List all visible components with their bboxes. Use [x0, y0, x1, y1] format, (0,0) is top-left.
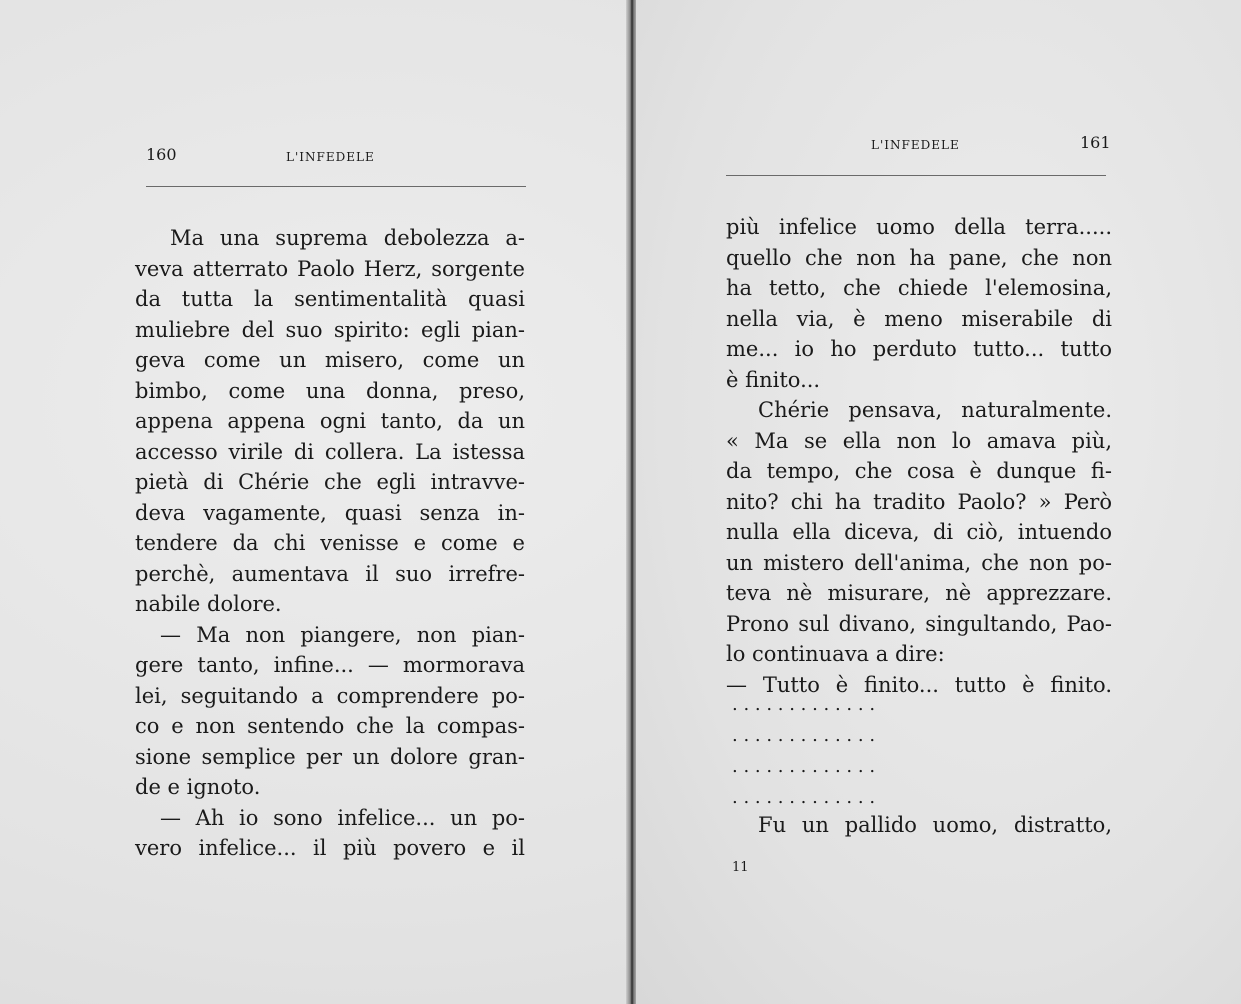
text-line: deva vagamente, quasi senza in- [135, 500, 525, 525]
text-line: nulla ella diceva, di ciò, intuendo [726, 520, 1112, 544]
left-header-rule [146, 186, 526, 187]
text-line: gere tanto, infine... — mormorava [135, 653, 525, 677]
text-line: vero infelice... il più povero e il [135, 836, 525, 860]
right-page-number: 161 [1080, 133, 1111, 152]
text-line: quello che non ha pane, che non [726, 245, 1112, 270]
text-line: Fu un pallido uomo, distratto, [758, 813, 1112, 837]
text-line: nito? chi ha tradito Paolo? » Però [726, 489, 1112, 514]
text-line: da tempo, che cosa è dunque fi- [726, 459, 1112, 483]
text-line: tendere da chi venisse e come e [135, 531, 525, 555]
text-line: sione semplice per un dolore gran- [135, 744, 525, 769]
text-line: — Ma non piangere, non pian- [160, 622, 525, 647]
right-header-rule [726, 175, 1106, 176]
left-page-number: 160 [146, 145, 177, 164]
text-line: muliebre del suo spirito: egli pian- [135, 317, 525, 342]
text-line: — Ah io sono infelice... un po- [160, 805, 525, 830]
text-line: « Ma se ella non lo amava più, [726, 428, 1112, 453]
text-line: perchè, aumentava il suo irrefre- [135, 561, 525, 586]
text-line: Ma una suprema debolezza a- [170, 226, 525, 250]
text-line: lei, seguitando a comprendere po- [135, 683, 525, 708]
right-running-title: L'INFEDELE [871, 138, 960, 152]
signature-mark: 11 [732, 860, 749, 875]
dot-row: . . . . . . . . . . . . . [732, 725, 876, 746]
closing-text-block [758, 810, 1112, 841]
right-text-block [726, 212, 1112, 700]
text-line: da tutta la sentimentalità quasi [135, 287, 525, 311]
dot-row: . . . . . . . . . . . . . [732, 756, 876, 777]
text-line: Prono sul divano, singultando, Pao- [726, 611, 1112, 636]
text-line: pietà di Chérie che egli intravve- [135, 470, 525, 494]
text-line: co e non sentendo che la compas- [135, 714, 525, 738]
text-line: ha tetto, che chiede l'elemosina, [726, 276, 1112, 300]
text-line: appena appena ogni tanto, da un [135, 409, 525, 433]
text-line: teva nè misurare, nè apprezzare. [726, 581, 1112, 605]
text-line: lo continuava a dire: [726, 642, 945, 666]
text-line: più infelice uomo della terra..... [726, 215, 1112, 239]
text-line: nabile dolore. [135, 592, 282, 616]
text-line: de e ignoto. [135, 775, 261, 799]
text-line: nella via, è meno miserabile di [726, 306, 1112, 331]
text-line: è finito... [726, 367, 821, 392]
ellipsis-rows [732, 694, 1112, 814]
left-text-block [135, 223, 525, 864]
left-running-title: L'INFEDELE [286, 150, 375, 164]
right-page [636, 0, 1241, 1004]
text-line: accesso virile di collera. La istessa [135, 439, 525, 464]
dot-row: . . . . . . . . . . . . . [732, 787, 876, 808]
text-line: geva come un misero, come un [135, 348, 525, 372]
text-line: un mistero dell'anima, che non po- [726, 550, 1112, 575]
text-line: me... io ho perduto tutto... tutto [726, 337, 1112, 361]
text-line: Chérie pensava, naturalmente. [758, 398, 1112, 422]
text-line: bimbo, come una donna, preso, [135, 378, 525, 403]
text-line: veva atterrato Paolo Herz, sorgente [135, 256, 525, 281]
text-line: — Tutto è finito... tutto è finito. [726, 672, 1112, 697]
dot-row: . . . . . . . . . . . . . [732, 694, 876, 715]
